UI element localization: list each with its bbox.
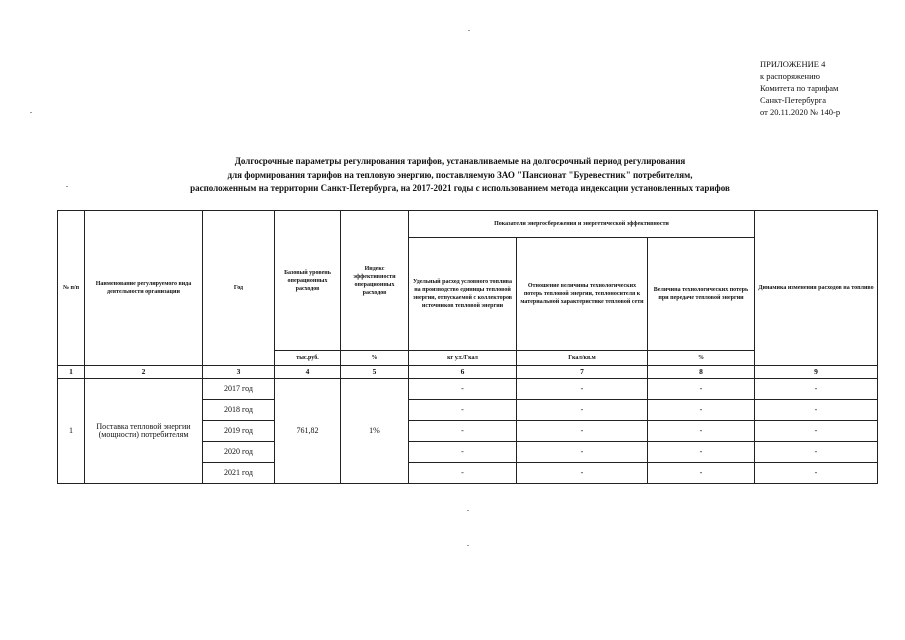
tech-losses-value: - — [648, 379, 755, 400]
col-number: 2 — [85, 366, 203, 379]
year-cell: 2020 год — [203, 442, 275, 463]
loss-ratio-value: - — [517, 421, 648, 442]
unit-loss-ratio: Гкал/кв.м — [517, 351, 648, 366]
col-number: 6 — [409, 366, 517, 379]
year-cell: 2017 год — [203, 379, 275, 400]
loss-ratio-value: - — [517, 442, 648, 463]
header-year: Год — [203, 211, 275, 366]
loss-ratio-value: - — [517, 463, 648, 484]
table-header-row — [58, 211, 878, 238]
appendix-line: Санкт-Петербурга — [760, 95, 826, 105]
unit-index: % — [341, 351, 409, 366]
loss-ratio-value: - — [517, 400, 648, 421]
tariff-parameters-table — [57, 210, 878, 484]
scan-speck — [467, 510, 469, 511]
year-cell: 2018 год — [203, 400, 275, 421]
loss-ratio-value: - — [517, 379, 648, 400]
fuel-dynamics-value: - — [755, 379, 878, 400]
column-numbers-row — [58, 366, 878, 379]
scan-speck — [468, 30, 470, 31]
scan-speck — [30, 112, 32, 113]
scan-speck — [467, 545, 469, 546]
appendix-line: к распоряжению — [760, 71, 820, 81]
col-number: 9 — [755, 366, 878, 379]
header-tech-losses: Величина технологических потерь при передаче тепловой энергии — [648, 238, 755, 351]
base-level-value: 761,82 — [275, 379, 341, 484]
col-number: 1 — [58, 366, 85, 379]
title-line: расположенным на территории Санкт-Петербурга, на 2017-2021 годы с использованием метода индексации установленных тарифов — [190, 183, 730, 193]
header-energy-group: Показатели энергосбережения и энергетической эффективности — [409, 211, 755, 238]
fuel-consumption-value: - — [409, 379, 517, 400]
title-line: Долгосрочные параметры регулирования тарифов, устанавливаемые на долгосрочный период регулирования — [234, 156, 686, 166]
appendix-line: ПРИЛОЖЕНИЕ 4 — [760, 59, 826, 69]
row-number: 1 — [58, 379, 85, 484]
header-activity: Наименование регулируемого вида деятельности организации — [85, 211, 203, 366]
fuel-consumption-value: - — [409, 400, 517, 421]
unit-base: тыс.руб. — [275, 351, 341, 366]
title-line: для формирования тарифов на тепловую энергию, поставляемую ЗАО "Пансионат "Буревестник" потребителям, — [227, 169, 693, 180]
efficiency-index-value: 1% — [341, 379, 409, 484]
fuel-consumption-value: - — [409, 463, 517, 484]
header-loss-ratio: Отношение величины технологических потерь тепловой энергии, теплоносителя к материальной характеристике тепловой сети — [517, 238, 648, 351]
fuel-dynamics-value: - — [755, 463, 878, 484]
year-cell: 2019 год — [203, 421, 275, 442]
header-fuel-consumption: Удельный расход условного топлива на производство единицы тепловой энергии, отпускаемой с коллекторов источников тепловой энергии — [409, 238, 517, 351]
appendix-block — [760, 58, 840, 118]
fuel-consumption-value: - — [409, 421, 517, 442]
col-number: 5 — [341, 366, 409, 379]
col-number: 3 — [203, 366, 275, 379]
unit-tech-losses: % — [648, 351, 755, 366]
col-number: 8 — [648, 366, 755, 379]
header-base-level: Базовый уровень операционных расходов — [275, 211, 341, 351]
header-num: № п/п — [58, 211, 85, 366]
document-title — [60, 155, 860, 196]
unit-fuel: кг у.т./Гкал — [409, 351, 517, 366]
activity-name: Поставка тепловой энергии (мощности) потребителям — [85, 379, 203, 484]
table-row — [58, 379, 878, 400]
header-fuel-dynamics: Динамика изменения расходов на топливо — [755, 211, 878, 366]
fuel-dynamics-value: - — [755, 421, 878, 442]
tech-losses-value: - — [648, 463, 755, 484]
col-number: 4 — [275, 366, 341, 379]
fuel-consumption-value: - — [409, 442, 517, 463]
fuel-dynamics-value: - — [755, 442, 878, 463]
fuel-dynamics-value: - — [755, 400, 878, 421]
tech-losses-value: - — [648, 421, 755, 442]
tech-losses-value: - — [648, 442, 755, 463]
year-cell: 2021 год — [203, 463, 275, 484]
appendix-line: от 20.11.2020 № 140-р — [760, 107, 841, 117]
header-efficiency-index: Индекс эффективности операционных расходов — [341, 211, 409, 351]
tech-losses-value: - — [648, 400, 755, 421]
appendix-line: Комитета по тарифам — [760, 83, 839, 93]
col-number: 7 — [517, 366, 648, 379]
